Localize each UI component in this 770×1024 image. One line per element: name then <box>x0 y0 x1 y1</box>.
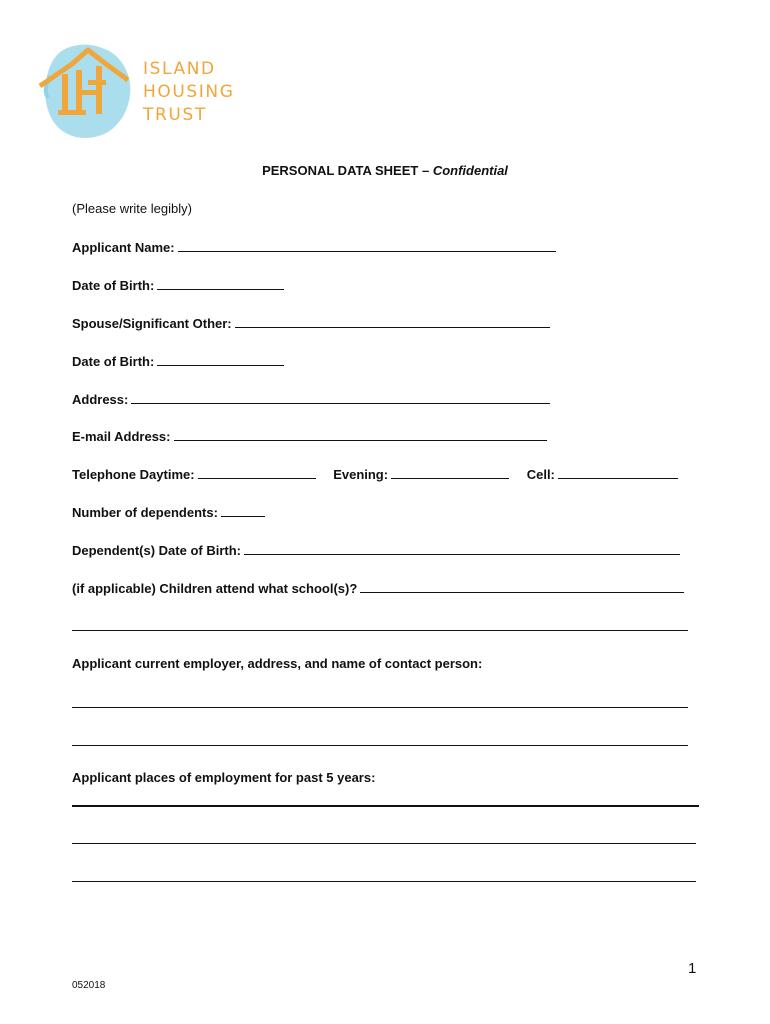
employer-label: Applicant current employer, address, and name of contact person: <box>72 656 483 671</box>
telephone-row <box>72 466 678 483</box>
applicant-name-field[interactable] <box>178 239 556 252</box>
telephone-cell-field[interactable] <box>558 466 678 479</box>
applicant-name-label: Applicant Name: <box>72 240 175 255</box>
house-island-logo-icon <box>36 36 136 144</box>
logo-word-trust: TRUST <box>143 105 207 125</box>
address-label: Address: <box>72 392 129 407</box>
employer-line-1[interactable] <box>72 707 688 708</box>
telephone-cell-label: Cell: <box>526 467 555 482</box>
instruction-text <box>72 201 192 217</box>
telephone-evening-field[interactable] <box>391 466 509 479</box>
employer-row <box>72 656 482 672</box>
dependents-count-field[interactable] <box>221 504 265 517</box>
logo-word-island: ISLAND <box>143 59 216 79</box>
school-row <box>72 580 684 597</box>
applicant-dob-row <box>72 277 284 294</box>
form-title-main: PERSONAL DATA SHEET – <box>262 163 430 178</box>
dependents-dob-row <box>72 542 680 559</box>
past-employment-row <box>72 770 375 786</box>
email-label: E-mail Address: <box>72 429 171 444</box>
school-label: (if applicable) Children attend what school(s)? <box>72 581 358 596</box>
spouse-dob-label: Date of Birth: <box>72 354 155 369</box>
dependents-row <box>72 504 265 521</box>
applicant-name-row <box>72 239 556 256</box>
instruction-label: (Please write legibly) <box>72 201 192 216</box>
document-code: 052018 <box>72 980 106 991</box>
address-row <box>72 391 550 408</box>
telephone-evening-label: Evening: <box>333 467 389 482</box>
spouse-label: Spouse/Significant Other: <box>72 316 232 331</box>
email-row <box>72 428 547 445</box>
page-number: 1 <box>688 960 697 977</box>
past-employment-line-1[interactable] <box>72 805 699 807</box>
spouse-dob-row <box>72 353 284 370</box>
spouse-name-field[interactable] <box>235 315 550 328</box>
address-field[interactable] <box>131 391 550 404</box>
logo-word-housing: HOUSING <box>143 82 235 102</box>
island-housing-trust-logo <box>36 36 241 144</box>
email-field[interactable] <box>174 428 547 441</box>
spouse-dob-field[interactable] <box>157 353 284 366</box>
form-title <box>0 163 770 178</box>
past-employment-line-3[interactable] <box>72 881 696 882</box>
dependents-label: Number of dependents: <box>72 505 218 520</box>
telephone-daytime-label: Telephone Daytime: <box>72 467 195 482</box>
dependents-dob-field[interactable] <box>244 542 680 555</box>
school-field[interactable] <box>360 580 684 593</box>
form-title-confidential: Confidential <box>432 163 508 178</box>
past-employment-label: Applicant places of employment for past 5 years: <box>72 770 376 785</box>
dependents-dob-label: Dependent(s) Date of Birth: <box>72 543 241 558</box>
employer-line-2[interactable] <box>72 745 688 746</box>
spouse-row <box>72 315 550 332</box>
school-continuation-line[interactable] <box>72 630 688 631</box>
applicant-dob-label: Date of Birth: <box>72 278 155 293</box>
past-employment-line-2[interactable] <box>72 843 696 844</box>
applicant-dob-field[interactable] <box>157 277 284 290</box>
telephone-daytime-field[interactable] <box>198 466 316 479</box>
logo-wordmark <box>143 58 235 127</box>
